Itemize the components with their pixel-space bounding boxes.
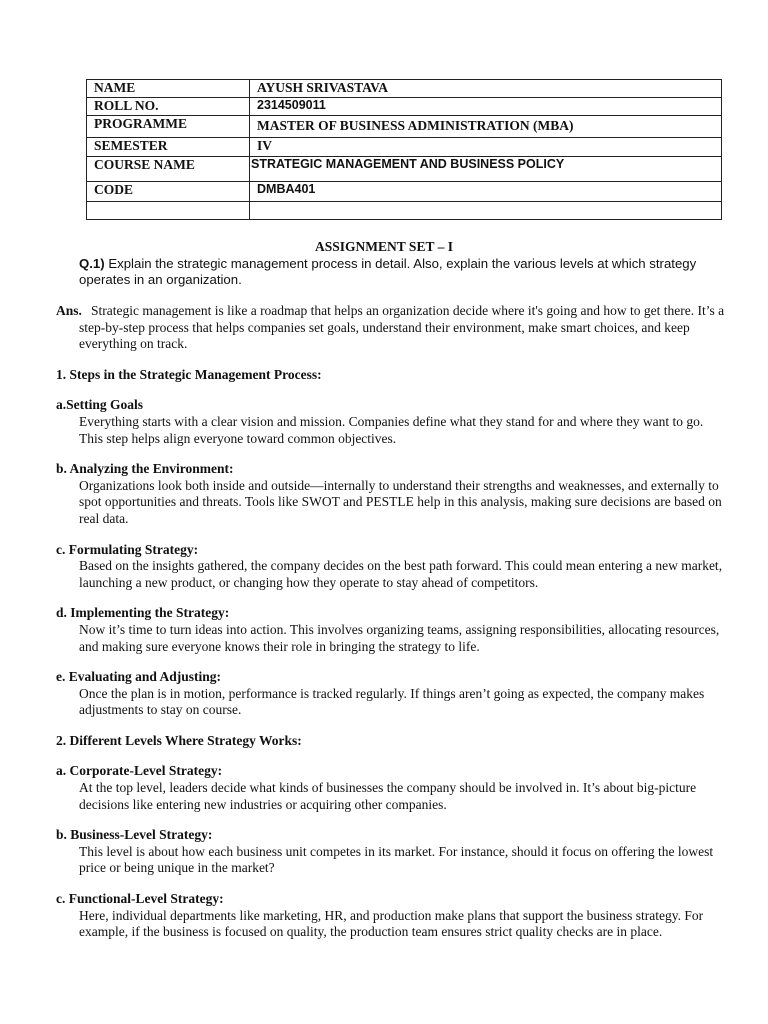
table-row [87,182,722,202]
info-value: STRATEGIC MANAGEMENT AND BUSINESS POLICY [250,157,722,182]
step-text: Once the plan is in motion, performance is tracked regularly. If things aren’t going as expected, the company makes adjustments to stay on course. [79,685,705,718]
step-title: e. Evaluating and Adjusting: [56,669,222,685]
info-value: MASTER OF BUSINESS ADMINISTRATION (MBA) [250,116,722,138]
table-row [87,202,722,220]
step-title: c. Formulating Strategy: [56,541,199,557]
table-row [87,80,722,98]
table-row [87,157,722,182]
question-text: Explain the strategic management process in detail. Also, explain the various levels at which strategy operates in an organization. [79,256,697,287]
step-text: Everything starts with a clear vision and mission. Companies define what they stand for and where they want to go. This step helps align everyone toward common objectives. [79,413,704,446]
step-text: Organizations look both inside and outside—internally to understand their strengths and weaknesses, and externally to spot opportunities and threats. Tools like SWOT and PESTLE help in this analysis, making sure decisions are based on real data. [79,477,722,526]
student-info-table [86,79,722,220]
question-label: Q.1) [79,256,105,271]
level-title: a. Corporate-Level Strategy: [56,763,223,779]
step-text: Based on the insights gathered, the company decides on the best path forward. This could mean entering a new market, launching a new product, or changing how they operate to stay ahead of competitors. [79,558,723,590]
level-text: Here, individual departments like marketing, HR, and production make plans that support the business strategy. For example, if the business is focused on quality, the production team ensures strict quality checks are in place. [79,907,704,940]
section-title: 2. Different Levels Where Strategy Works: [56,732,302,748]
answer-intro-text: Strategic management is like a roadmap that helps an organization decide where it's going and how to get there. It’s a step-by-step process that helps companies set goals, understand their environment, make smart choices, and keep everything on track. [79,303,725,352]
step-text: Now it’s time to turn ideas into action. This involves organizing teams, assigning responsibilities, allocating resources, and making sure everyone knows their role in bringing the strategy to life. [79,621,720,654]
info-label [87,202,250,220]
info-value: AYUSH SRIVASTAVA [250,80,722,98]
level-title: b. Business-Level Strategy: [56,827,213,843]
assignment-title: ASSIGNMENT SET – I [315,239,453,254]
level-title: c. Functional-Level Strategy: [56,891,224,907]
answer-label: Ans. [56,303,82,318]
info-value: 2314509011 [250,98,722,116]
level-text: At the top level, leaders decide what kinds of businesses the company should be involved in. It’s about big-picture decisions like entering new industries or acquiring other companies. [79,780,697,812]
answer-body [56,303,726,941]
step-title: b. Analyzing the Environment: [56,461,234,477]
table-row [87,116,722,138]
info-value: DMBA401 [250,182,722,202]
info-label: ROLL NO. [87,98,250,116]
info-label: NAME [87,80,250,98]
info-label: PROGRAMME [87,116,250,138]
info-value: IV [250,138,722,157]
table-row [87,138,722,157]
step-title: d. Implementing the Strategy: [56,605,230,621]
info-value [250,202,722,220]
section-title: 1. Steps in the Strategic Management Process: [56,366,322,382]
question [79,256,709,288]
step-title: a.Setting Goals [56,397,144,413]
level-text: This level is about how each business unit competes in its market. For instance, should it focus on offering the lowest price or being unique in the market? [79,843,714,876]
answer-intro [56,303,726,353]
info-label: CODE [87,182,250,202]
info-label: SEMESTER [87,138,250,157]
info-label: COURSE NAME [87,157,250,182]
table-row [87,98,722,116]
